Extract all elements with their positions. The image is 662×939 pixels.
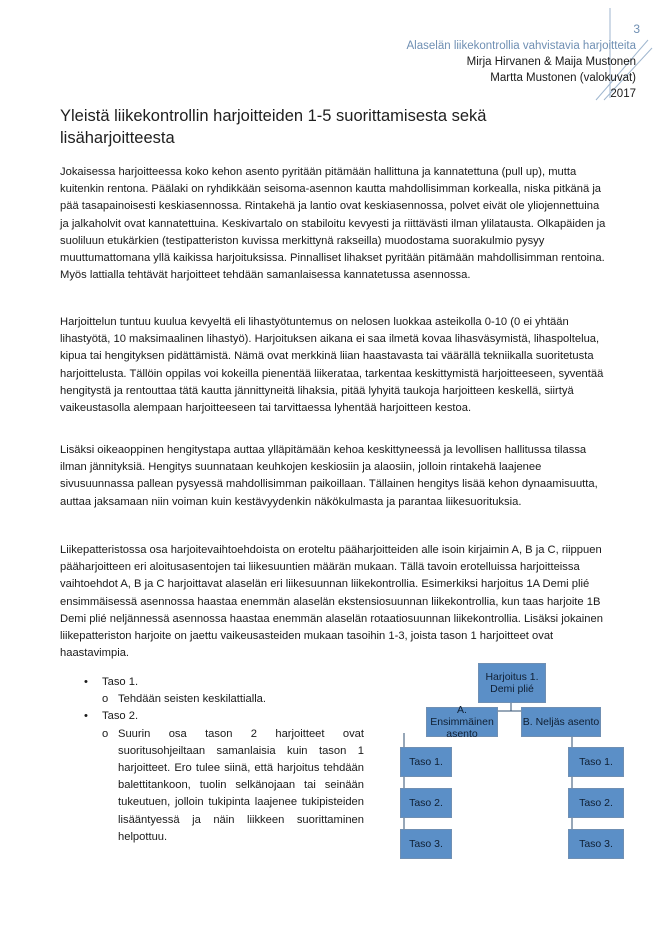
paragraph-intensity: Harjoittelun tuntuu kuulua kevyeltä eli lihastyötuntemus on nelosen luokkaa asteikolla 0-10 (0 ei yhtään lihastyötä, 10 maksimaalinen lihastyö). Harjoituksen aikana ei saa ilmetä kovaa lihasväsymistä, lihaspoltelua, kipua tai hengityksen pidättämistä. Nämä ovat merkkinä liian haastavasta tai väärällä tekniikalla suoritetusta harjoittelusta. Tällöin oppilas voi kokeilla pienentää liikerataa, tarkentaa keskittymistä harjoitteeseen, syventää hengitystä ja rentouttaa tätä kautta jännittyneitä lihaksia, pitää lyhyitä taukoja harjoitteen keskellä, siirtyä vaikeustasolla alempaan harjoitteeseen tai tarvittaessa lyhentää harjoitteen kestoa.	[60, 316, 604, 415]
diagram-b-level-3: Taso 3.	[568, 829, 624, 859]
diagram-a-level-2: Taso 2.	[400, 788, 452, 818]
paragraph-breathing: Lisäksi oikeaoppinen hengitystapa auttaa ylläpitämään kehoa keskittyneessä ja levollisen hallitussa tilassa ilman jännityksiä. Hengitys suunnataan keuhkojen keskiosiin ja alaosiin, jolloin rintakehä laajenee sivusuunnassa pallean pysyessä mahdollisimman paikoillaan. Tällainen hengitys lisää kehon dynaamisuutta, auttaa jaksamaan niin voiman kuin kestävyydenkin näkökulmasta ja parantaa liikesuorituksia.	[60, 444, 598, 508]
circle-bullet-icon: o	[102, 693, 109, 706]
header-authors: Mirja Hirvanen & Maija Mustonen	[466, 56, 636, 68]
circle-bullet-icon: o	[102, 727, 109, 740]
diagram-a-level-1: Taso 1.	[400, 747, 452, 777]
diagram-root-box: Harjoitus 1. Demi plié	[478, 663, 546, 703]
level-list	[84, 674, 364, 846]
page-number: 3	[633, 22, 640, 36]
list-subitem	[84, 726, 364, 846]
diagram-b-level-2: Taso 2.	[568, 788, 624, 818]
diagram-branch-a: A. Ensimmäinen asento	[426, 707, 498, 737]
section-title: Yleistä liikekontrollin harjoitteiden 1-5 suorittamisesta sekä lisäharjoitteesta	[60, 107, 487, 147]
bullet-icon: •	[84, 710, 88, 723]
list-subitem	[84, 691, 364, 708]
bullet-icon: •	[84, 676, 88, 688]
level2-description: Suurin osa tason 2 harjoitteet ovat suoritusohjeiltaan samanlaisia kuin tason 1 harjoitteet. Ero tulee siinä, että harjoitus tehdään balettitankoon, tuolin selkänojaan tai seinään tukeutuen, jolloin tukipinta laajenee tukipisteiden lisääntyessä ja näin liikkeen suorittaminen helpottuu.	[118, 727, 364, 843]
document-header	[407, 38, 636, 102]
diagram-a-level-3: Taso 3.	[400, 829, 452, 859]
header-year: 2017	[610, 88, 636, 100]
level1-label: Taso 1.	[102, 676, 139, 688]
paragraph-variations: Liikepatteristossa osa harjoitevaihtoehdoista on eroteltu pääharjoitteiden alle isoin kirjaimin A, B ja C, riippuen pääharjoitteen eri aloitusasentojen tai liikesuuntien määrän mukaan. Tällä tavoin erotelluissa harjoitteissa vaihtoehdot A, B ja C harjoittavat alaselän eri liikesuunnan liikekontrollia. Esimerkiksi harjoitus 1A Demi plié ensimmäisessä asennossa haastaa enemmän alaselän ekstensiosuunnan liikekontrollia, kun taas harjoite 1B Demi plié neljännessä asennossa haastaa enemmän alaselän rotaatiosuunnan liikekontrollia. Lisäksi jokainen liikepatteriston harjoite on jaettu vaikeusasteiden mukaan tasoihin 1-3, joista tason 1 harjoitteet ovat haastavimpia.	[60, 544, 603, 660]
exercise-hierarchy-diagram	[396, 663, 626, 863]
header-title: Alaselän liikekontrollia vahvistavia harjoitteita	[406, 40, 636, 52]
list-item	[84, 674, 364, 691]
diagram-branch-b: B. Neljäs asento	[521, 707, 601, 737]
level1-description: Tehdään seisten keskilattialla.	[118, 693, 267, 706]
header-photographer: Martta Mustonen (valokuvat)	[490, 72, 636, 84]
list-item	[84, 708, 364, 725]
level2-label: Taso 2.	[102, 710, 139, 723]
paragraph-posture: Jokaisessa harjoitteessa koko kehon asento pyritään pitämään hallittuna ja kannatettuna (pull up), mutta kuitenkin rentona. Päälaki on ryhdikkään seisoma-asennon kautta mahdollisimman korkealla, niska pitkänä ja pää tasapainoisesti keskiasennossa. Rintakehä ja lantio ovat keskiasennossa, polvet eivät ole yliojennettuina ja jalkaholvit ovat kannatettuina. Keskivartalo on stabiloitu kevyesti ja riittävästi ilman ylilatausta. Olkapäiden ja suoliluun etukärkien (testipatteriston kuvissa merkittynä rakseilla) muodostama suorakulmio pysyy muuttumattomana yllä kaikissa harjoituksissa. Pinnalliset lihakset pyritään pitämään mahdollisimman rentoina. Myös lattialla tehtävät harjoitteet tehdään samanlaisessa kannatetussa asennossa.	[60, 166, 606, 282]
diagram-b-level-1: Taso 1.	[568, 747, 624, 777]
